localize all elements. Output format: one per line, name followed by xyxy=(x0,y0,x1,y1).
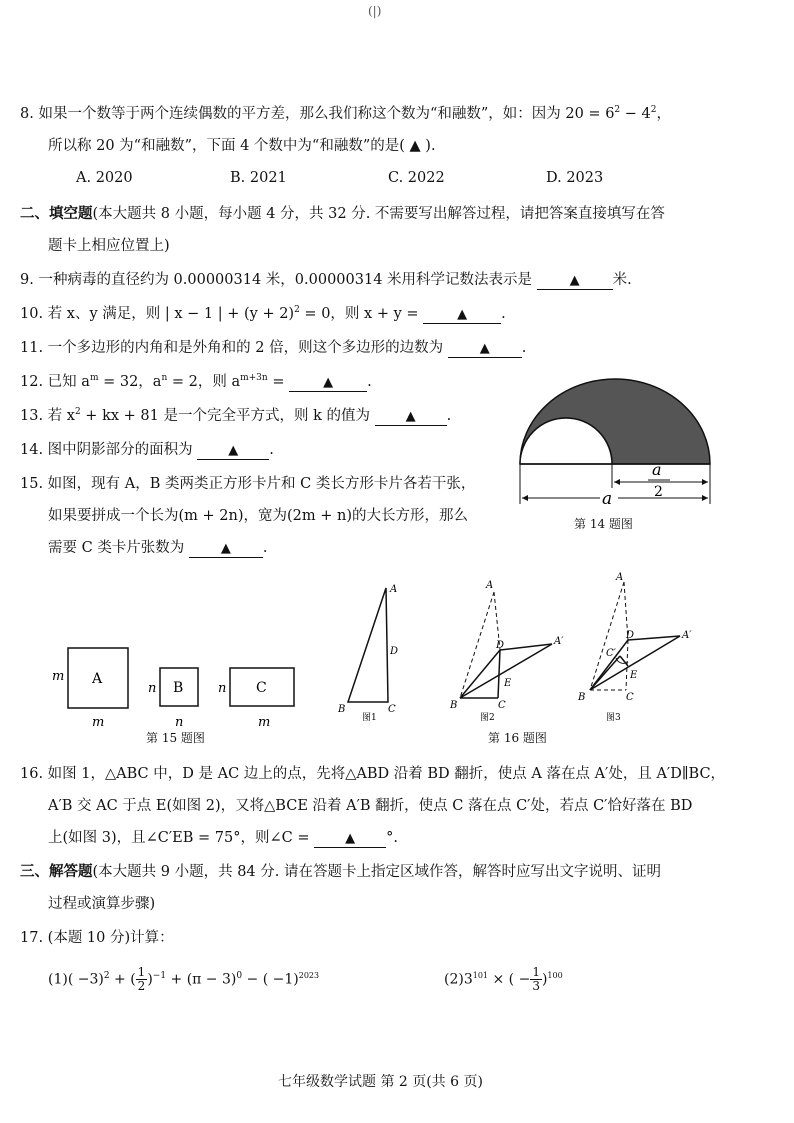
svg-text:C: C xyxy=(626,692,634,703)
q12: 12. 已知 $a^m = 32$，$a^n = 2$，则 $a^{m+3n}$ = ▲ . xyxy=(20,373,372,390)
answer-blank: ▲ xyxy=(375,408,447,426)
card-c-side: n xyxy=(218,681,227,696)
q15-line1: 15. 如图，现有 A，B 类两类正方形卡片和 C 类长方形卡片各若干张， xyxy=(20,476,476,492)
card-b-label: B xyxy=(173,680,184,696)
sub-caption-1: 图1 xyxy=(362,713,377,723)
section3-desc: 过程或演算步骤) xyxy=(48,896,156,912)
figure-16 xyxy=(330,568,710,724)
triangle-abc xyxy=(348,588,388,702)
fraction-1-2: $\frac{1}{2}$ xyxy=(137,965,146,993)
answer-blank: ▲ xyxy=(448,340,522,358)
svg-text:C: C xyxy=(388,704,396,715)
answer-blank: ▲ xyxy=(537,272,613,290)
answer-blank: ▲ xyxy=(423,306,501,324)
svg-text:A: A xyxy=(616,572,624,583)
q16-line2: A′B 交 AC 于点 E(如图 2)，又将△BCE 沿着 A′B 翻折，使点 C 落在点 C′处，若点 C′恰好落在 BD xyxy=(48,798,693,814)
fraction-1-3: $\frac{1}{3}$ xyxy=(532,965,540,993)
card-c-label: C xyxy=(256,680,267,696)
svg-text:D: D xyxy=(496,640,505,651)
q8-option-b: B. 2021 xyxy=(230,170,287,186)
fig15-caption: 第 15 题图 xyxy=(146,731,205,745)
svg-text:A: A xyxy=(486,580,494,591)
q16-line1: 16. 如图 1，△ABC 中，D 是 AC 边上的点，先将△ABD 沿着 BD 翻折，使点 A 落在点 A′处，且 A′D∥BC， xyxy=(20,766,726,782)
q17-title: 17. (本题 10 分)计算： xyxy=(20,930,174,946)
answer-blank: ▲ xyxy=(189,540,263,558)
card-b-bottom: n xyxy=(175,715,184,730)
svg-text:A′: A′ xyxy=(682,630,692,641)
answer-blank: ▲ xyxy=(197,442,269,460)
card-b-side: n xyxy=(148,681,157,696)
svg-text:A: A xyxy=(390,584,398,595)
label-half-den: 2 xyxy=(654,484,663,500)
card-a-side: m xyxy=(52,669,65,684)
svg-text:C′: C′ xyxy=(606,648,616,659)
top-binding-mark: (|) xyxy=(368,4,382,18)
section3-heading: 三、解答题(本大题共 9 小题，共 84 分. 请在答题卡上指定区域作答，解答时应写出文字说明、证明 xyxy=(20,863,661,880)
fig16-diagram-3 xyxy=(577,572,692,723)
sub-caption-2: 图2 xyxy=(480,713,495,723)
label-half-num: a xyxy=(652,460,662,479)
q10: 10. 若 x、y 满足，则 | x − 1 | + $(y + 2)^2 = 0$，则 x + y = ▲ . xyxy=(20,305,506,322)
q13: 13. 若 $x^2$ + kx + 81 是一个完全平方式，则 k 的值为 ▲ . xyxy=(20,407,452,424)
fig16-diagram-2 xyxy=(449,580,564,723)
q17-part2: $(2)3^{101}$ × ( − $\frac{1}{3}$ )$^{100}$ xyxy=(444,965,563,993)
svg-text:B: B xyxy=(338,704,346,715)
q9: 9. 一种病毒的直径约为 0.00000314 米，0.00000314 米用科学记数法表示是 ▲ 米. xyxy=(20,272,632,288)
fig14-caption: 第 14 题图 xyxy=(574,517,633,531)
q16-line3: 上(如图 3)，且∠C′EB = 75°，则∠C = ▲ °. xyxy=(48,830,398,846)
q17-part1: $(1)( -3)^2$ + ( $\frac{1}{2}$ )$^{-1} + (\pi - 3)^0$ − ( −1)$^{2023}$ xyxy=(48,965,320,993)
q15-line3: 需要 C 类卡片张数为 ▲ . xyxy=(48,540,268,556)
fig16-diagram-1 xyxy=(337,584,398,723)
q11: 11. 一个多边形的内角和是外角和的 2 倍，则这个多边形的边数为 ▲ . xyxy=(20,340,527,356)
figure-15 xyxy=(48,640,308,730)
fig16-caption: 第 16 题图 xyxy=(488,731,547,745)
q15-line2: 如果要拼成一个长为(m + 2n)，宽为(2m + n)的大长方形，那么 xyxy=(48,508,468,524)
q8-option-c: C. 2022 xyxy=(388,170,445,186)
svg-text:B: B xyxy=(450,700,458,711)
q14: 14. 图中阴影部分的面积为 ▲ . xyxy=(20,442,274,458)
svg-text:E: E xyxy=(630,670,638,681)
svg-text:D: D xyxy=(390,646,399,657)
section2-desc: 题卡上相应位置上) xyxy=(48,238,170,254)
q8-line1: 8. 如果一个数等于两个连续偶数的平方差，那么我们称这个数为“和融数”，如：因为 $20 = 6^2 - 4^2$， xyxy=(20,105,671,122)
svg-text:A′: A′ xyxy=(554,636,564,647)
svg-text:C: C xyxy=(498,700,506,711)
q8-option-a: A. 2020 xyxy=(76,170,133,186)
section2-heading: 二、填空题(本大题共 8 小题，每小题 4 分，共 32 分. 不需要写出解答过程，请把答案直接填写在答 xyxy=(20,205,665,222)
label-a: a xyxy=(602,489,613,509)
q8-option-d: D. 2023 xyxy=(546,170,604,186)
card-a-bottom: m xyxy=(92,715,105,730)
answer-blank: ▲ xyxy=(314,830,386,848)
card-c-bottom: m xyxy=(258,715,271,730)
answer-blank: ▲ xyxy=(289,374,367,392)
figure-14 xyxy=(512,376,718,536)
q8-line2: 所以称 20 为“和融数”，下面 4 个数中为“和融数”的是( ▲ ). xyxy=(48,138,436,154)
page-footer: 七年级数学试题 第 2 页(共 6 页) xyxy=(278,1074,483,1090)
svg-text:E: E xyxy=(504,678,512,689)
svg-text:B: B xyxy=(578,692,586,703)
svg-text:D: D xyxy=(626,630,635,641)
card-a-label: A xyxy=(92,671,103,687)
sub-caption-3: 图3 xyxy=(606,713,621,723)
